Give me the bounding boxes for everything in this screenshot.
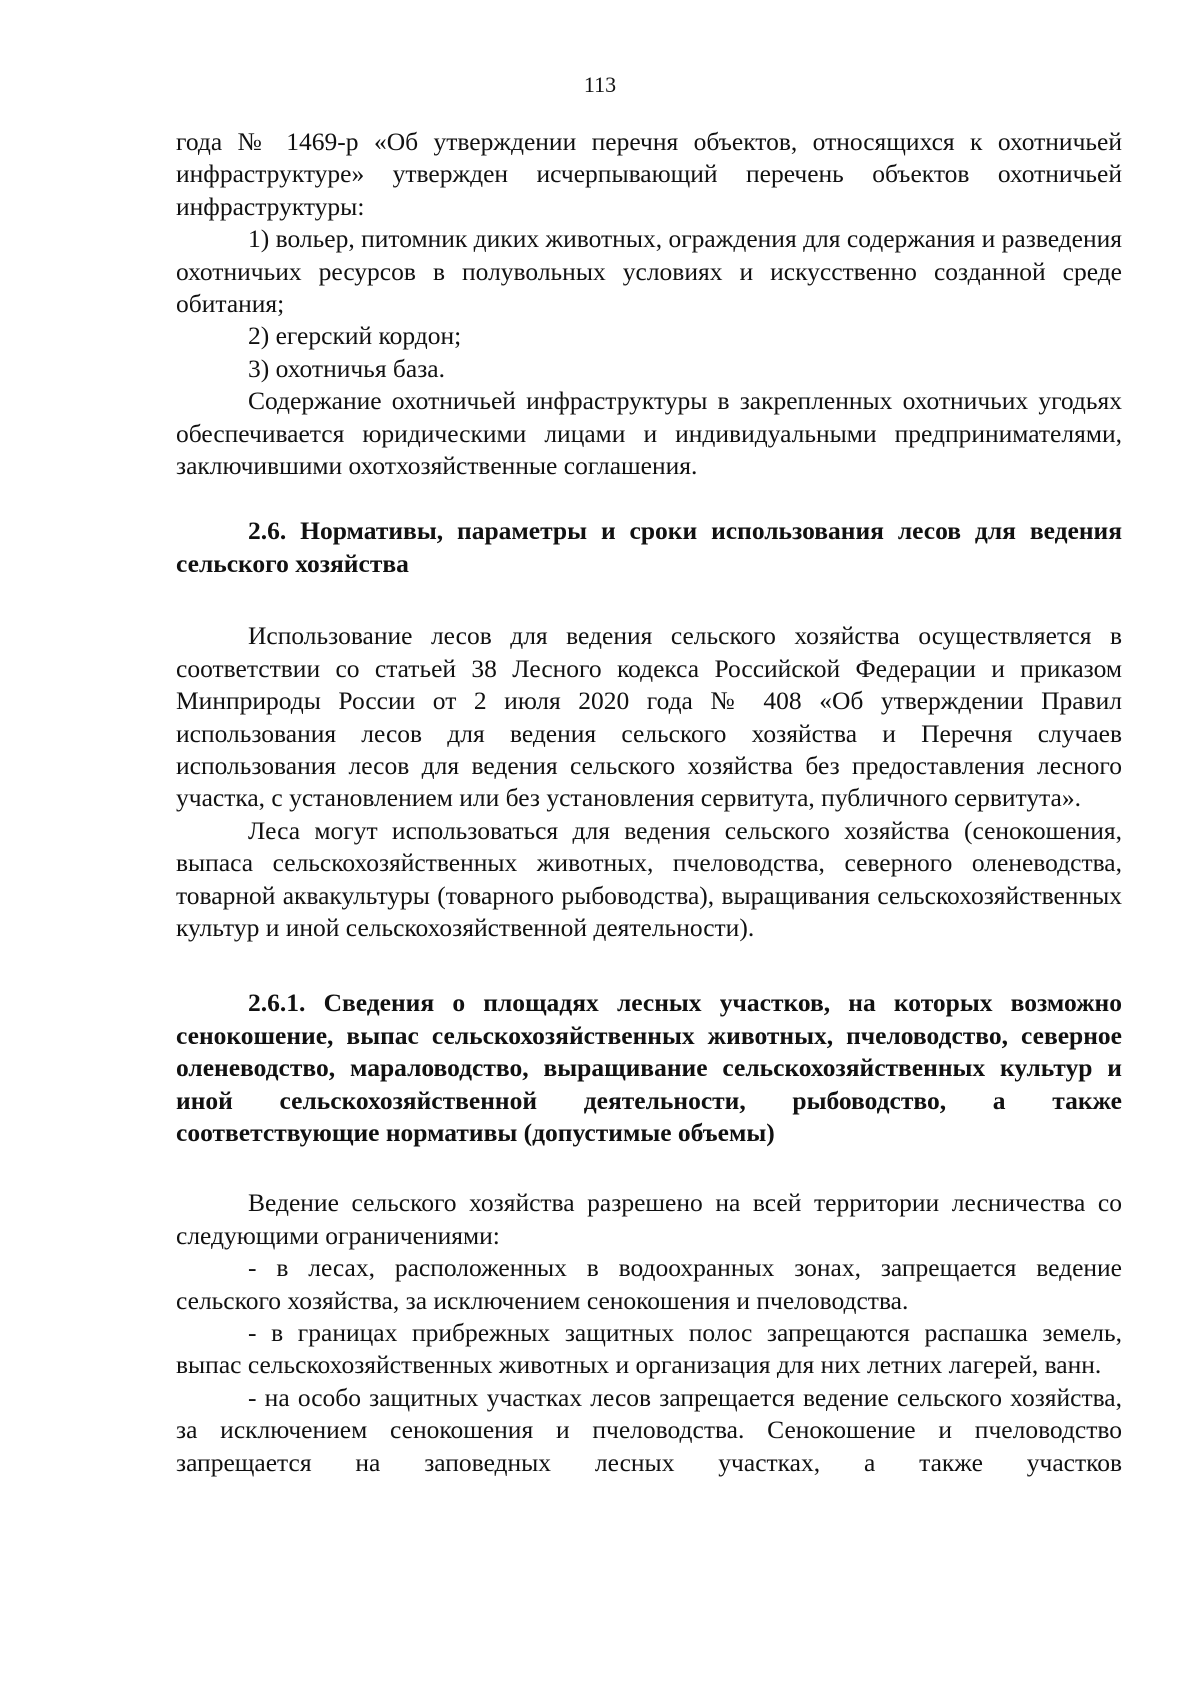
list-item: - на особо защитных участках лесов запрещается ведение сельского хозяйства, за исключением сенокошения и пчеловодства. Сенокошение и пчеловодство запрещается на заповедных лесных участках, а также участков: [176, 1382, 1122, 1477]
section-heading-2-6-1: 2.6.1. Сведения о площадях лесных участков, на которых возможно сенокошение, выпас сельскохозяйственных животных, пчеловодство, северное оленеводство, мараловодство, выращивание сельскохозяйственных культур и иной сельскохозяйственной деятельности, рыбоводство, а также соответствующие нормативы (допустимые объемы): [176, 988, 1122, 1147]
paragraph-restrictions-intro: Ведение сельского хозяйства разрешено на всей территории лесничества со следующими ограничениями:: [176, 1188, 1122, 1250]
page-number: 113: [583, 72, 617, 97]
list-item: - в лесах, расположенных в водоохранных зонах, запрещается ведение сельского хозяйства, за исключением сенокошения и пчеловодства.: [176, 1253, 1122, 1315]
paragraph-infrastructure-maintenance: Содержание охотничьей инфраструктуры в закрепленных охотничьих угодьях обеспечивается юридическими лицами и индивидуальными предпринимателями, заключившими охотхозяйственные соглашения.: [176, 386, 1122, 481]
list-item: 3) охотничья база.: [248, 353, 445, 383]
paragraph-infrastructure-intro: года № 1469-р «Об утверждении перечня объектов, относящихся к охотничьей инфраструктуре» утвержден исчерпывающий перечень объектов охотничьей инфраструктуры:: [176, 127, 1122, 221]
list-item: 2) егерский кордон;: [248, 321, 462, 351]
paragraph-forest-use-basis: Использование лесов для ведения сельского хозяйства осуществляется в соответствии со статьей 38 Лесного кодекса Российской Федерации и приказом Минприроды России от 2 июля 2020 года № 408 «Об утверждении Правил использования лесов для ведения сельского хозяйства и Перечня случаев использования лесов для ведения сельского хозяйства без предоставления лесного участка, с установлением или без установления сервитута, публичного сервитута».: [176, 621, 1122, 813]
page-content: [176, 126, 1122, 1479]
list-item: - в границах прибрежных защитных полос запрещаются распашка земель, выпас сельскохозяйственных животных и организация для них летних лагерей, ванн.: [176, 1318, 1122, 1380]
paragraph-forest-use-types: Леса могут использоваться для ведения сельского хозяйства (сенокошения, выпаса сельскохозяйственных животных, пчеловодства, северного оленеводства, товарной аквакультуры (товарного рыбоводства), выращивания сельскохозяйственных культур и иной сельскохозяйственной деятельности).: [176, 815, 1122, 942]
section-heading-2-6: 2.6. Нормативы, параметры и сроки использования лесов для ведения сельского хозяйства: [176, 516, 1122, 578]
list-item: 1) вольер, питомник диких животных, ограждения для содержания и разведения охотничьих ресурсов в полувольных условиях и искусственно созданной среде обитания;: [176, 224, 1122, 319]
